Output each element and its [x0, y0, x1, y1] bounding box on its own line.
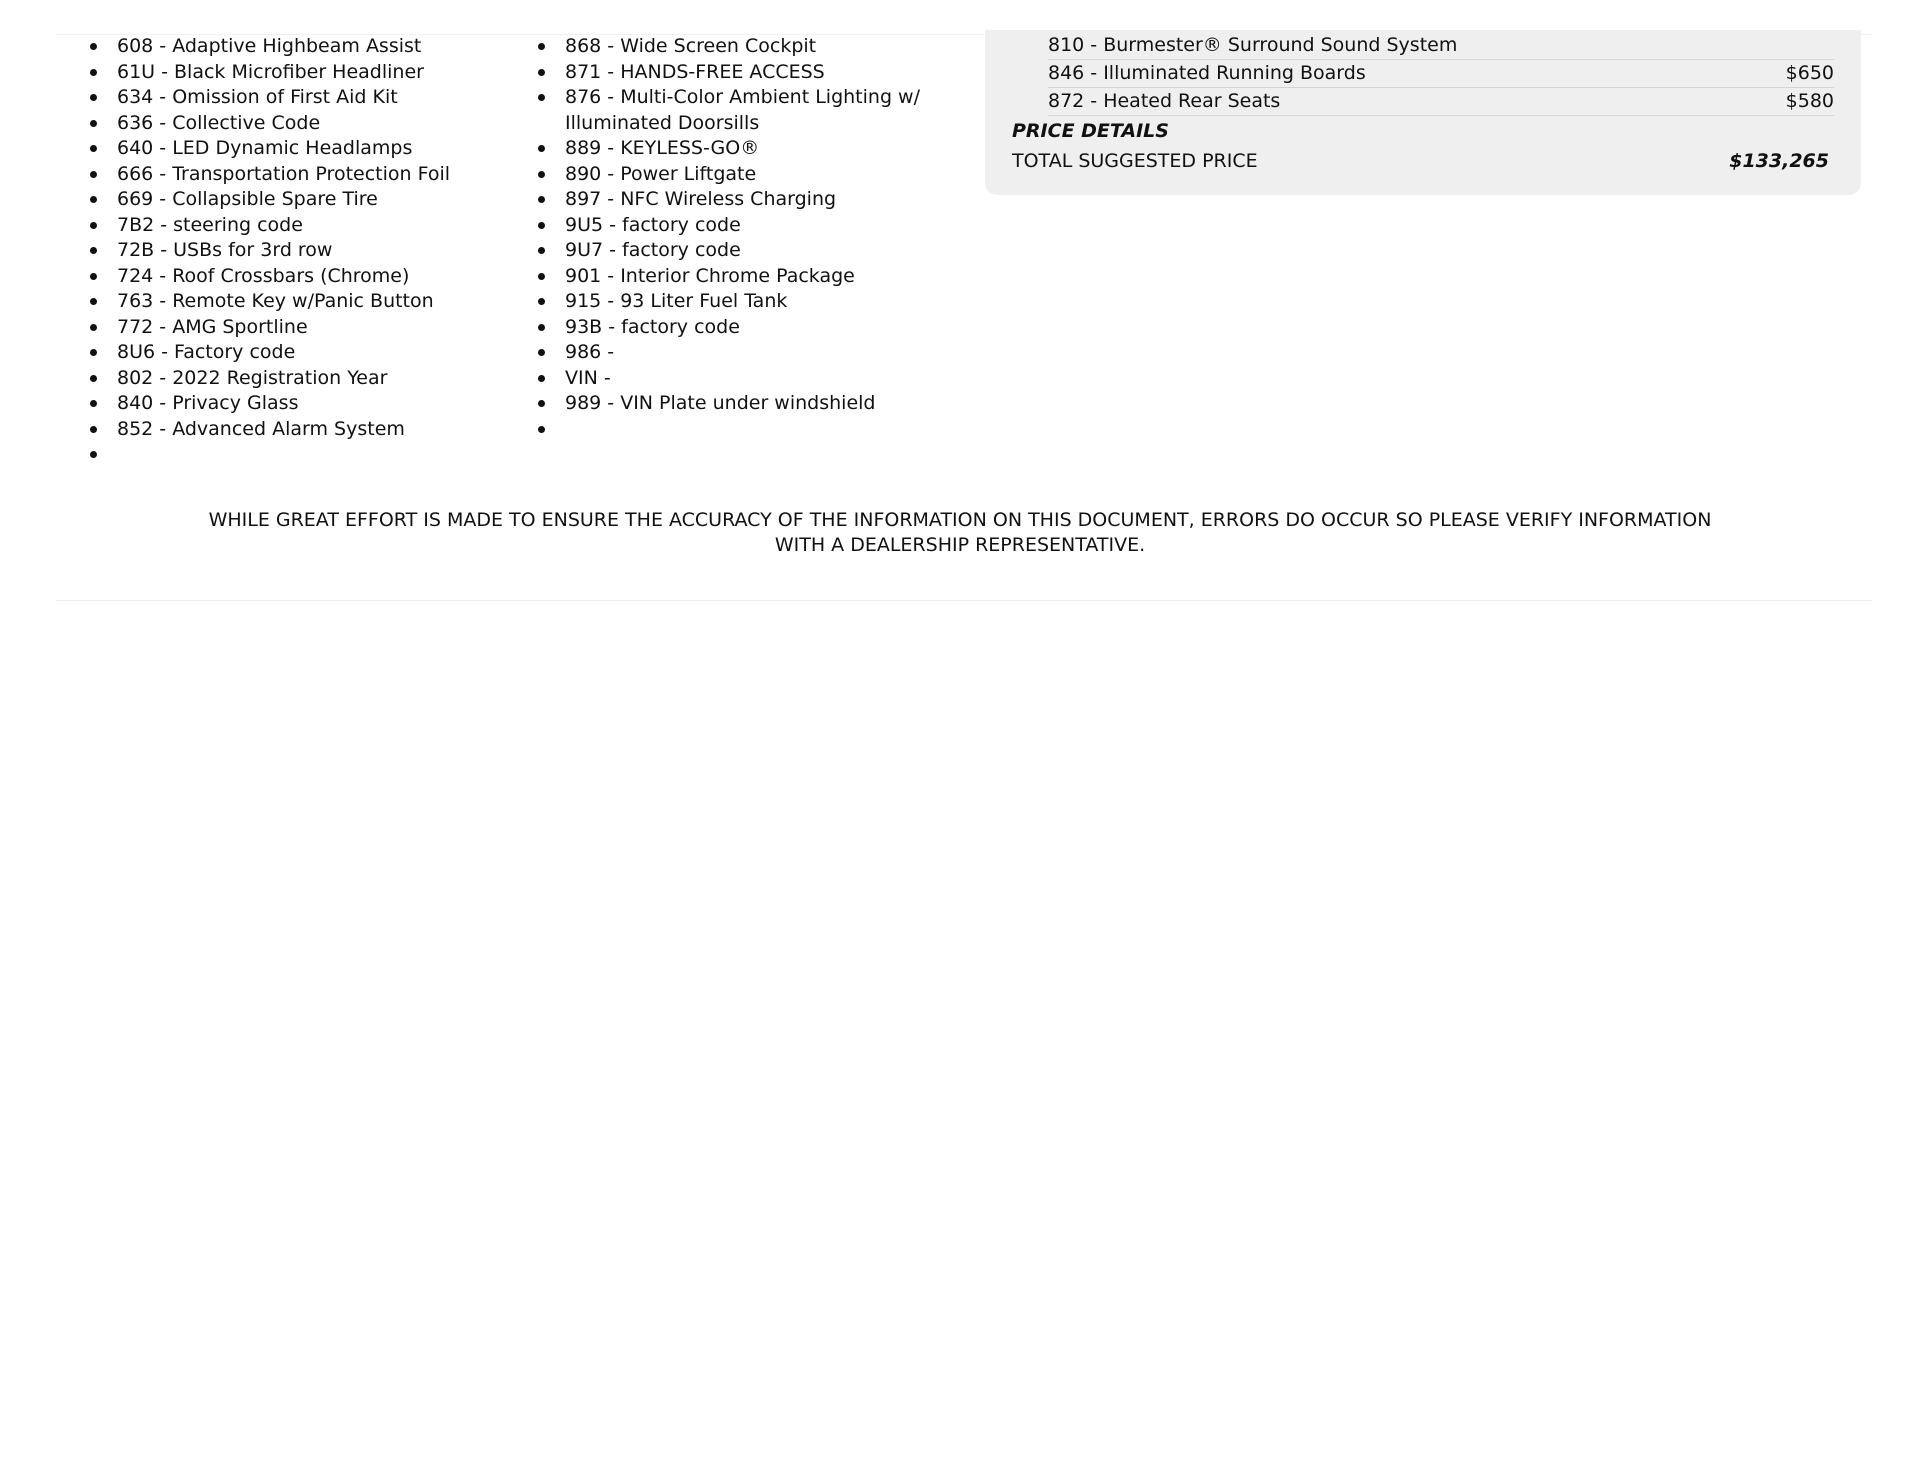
option-text: 608 - Adaptive Highbeam Assist — [117, 35, 422, 57]
total-price-value: $133,265 — [1729, 150, 1829, 172]
list-item — [90, 417, 510, 443]
list-item — [90, 238, 510, 264]
bullet-icon — [90, 451, 97, 458]
price-line-amount: $650 — [1785, 62, 1834, 84]
list-item — [90, 213, 510, 239]
option-text: 636 - Collective Code — [117, 111, 321, 134]
list-item — [538, 162, 938, 188]
bullet-icon — [90, 196, 97, 203]
list-item — [538, 264, 938, 290]
total-price-label: TOTAL SUGGESTED PRICE — [1012, 150, 1258, 172]
bullet-icon — [90, 247, 97, 254]
bullet-icon — [538, 273, 545, 280]
list-item — [538, 391, 938, 417]
option-text: 772 - AMG Sportline — [117, 315, 308, 338]
list-item — [538, 187, 938, 213]
list-item — [538, 238, 938, 264]
option-text: 724 - Roof Crossbars (Chrome) — [117, 264, 410, 287]
option-text: 763 - Remote Key w/Panic Button — [117, 290, 434, 312]
bullet-icon — [90, 273, 97, 280]
bullet-icon — [90, 426, 97, 433]
list-item — [90, 162, 510, 188]
option-text: 868 - Wide Screen Cockpit — [565, 35, 817, 57]
option-text: 989 - VIN Plate under windshield — [565, 392, 876, 414]
list-item — [538, 366, 938, 392]
price-line-desc: 810 - Burmester® Surround Sound System — [1048, 34, 1458, 56]
option-text: 669 - Collapsible Spare Tire — [117, 188, 378, 210]
list-item — [90, 111, 510, 137]
price-details-heading: PRICE DETAILS — [1012, 120, 1169, 142]
list-item — [538, 34, 938, 60]
option-text: 61U - Black Microfiber Headliner — [117, 60, 424, 83]
bullet-icon — [538, 247, 545, 254]
option-text: 72B - USBs for 3rd row — [117, 239, 333, 261]
bullet-icon — [538, 426, 545, 433]
list-item — [90, 60, 510, 86]
bullet-icon — [538, 171, 545, 178]
option-text: 897 - NFC Wireless Charging — [565, 188, 837, 210]
bullet-icon — [538, 222, 545, 229]
list-item — [90, 366, 510, 392]
list-item — [538, 315, 938, 341]
list-item — [90, 34, 510, 60]
option-text: 8U6 - Factory code — [117, 341, 296, 363]
list-item — [90, 315, 510, 341]
list-item — [538, 213, 938, 239]
option-text: 890 - Power Liftgate — [565, 162, 757, 185]
list-item — [90, 289, 510, 315]
option-text: 9U7 - factory code — [565, 239, 741, 261]
option-text: 7B2 - steering code — [117, 213, 303, 236]
bullet-icon — [90, 400, 97, 407]
bullet-icon — [90, 375, 97, 382]
option-text: 986 - — [565, 341, 615, 363]
option-text: 93B - factory code — [565, 315, 740, 338]
option-text: 901 - Interior Chrome Package — [565, 264, 855, 287]
bullet-icon — [90, 145, 97, 152]
bullet-icon — [538, 324, 545, 331]
bullet-icon — [538, 349, 545, 356]
price-line-desc: 846 - Illuminated Running Boards — [1048, 62, 1366, 84]
bullet-icon — [90, 324, 97, 331]
option-text: 876 - Multi-Color Ambient Lighting w/ Illuminated Doorsills — [565, 86, 920, 134]
list-item — [90, 187, 510, 213]
disclaimer-text: WHILE GREAT EFFORT IS MADE TO ENSURE THE ACCURACY OF THE INFORMATION ON THIS DOCUMENT, ERRORS DO OCCUR SO PLEASE VERIFY INFORMATION WITH A DEALERSHIP REPRESENTATIVE. — [208, 509, 1712, 556]
option-text: 802 - 2022 Registration Year — [117, 366, 388, 389]
option-text: 889 - KEYLESS-GO® — [565, 137, 760, 159]
list-item — [90, 85, 510, 111]
bullet-icon — [538, 69, 545, 76]
options-list-middle — [538, 34, 938, 442]
bullet-icon — [538, 298, 545, 305]
bullet-icon — [90, 94, 97, 101]
list-item — [538, 417, 938, 442]
list-item — [538, 289, 938, 315]
bullet-icon — [90, 69, 97, 76]
price-line-item — [1048, 88, 1834, 116]
list-item — [538, 85, 938, 136]
price-line-desc: 872 - Heated Rear Seats — [1048, 90, 1281, 112]
option-text: VIN - — [565, 366, 611, 389]
bullet-icon — [90, 120, 97, 127]
list-item — [90, 136, 510, 162]
bullet-icon — [538, 145, 545, 152]
bullet-icon — [538, 94, 545, 101]
bullet-icon — [90, 43, 97, 50]
list-item — [538, 340, 938, 366]
option-text: 915 - 93 Liter Fuel Tank — [565, 290, 788, 312]
options-list-left — [90, 34, 510, 467]
bullet-icon — [538, 196, 545, 203]
bullet-icon — [538, 400, 545, 407]
bullet-icon — [90, 298, 97, 305]
price-line-item — [1048, 60, 1834, 88]
option-text: 666 - Transportation Protection Foil — [117, 162, 451, 185]
option-text: 871 - HANDS-FREE ACCESS — [565, 60, 825, 83]
bullet-icon — [90, 222, 97, 229]
option-text: 852 - Advanced Alarm System — [117, 417, 405, 440]
list-item — [90, 264, 510, 290]
list-item — [538, 136, 938, 162]
option-text: 840 - Privacy Glass — [117, 392, 299, 414]
list-item — [90, 340, 510, 366]
bullet-icon — [538, 43, 545, 50]
bullet-icon — [90, 349, 97, 356]
option-text: 9U5 - factory code — [565, 213, 741, 236]
price-line-amount: $580 — [1785, 90, 1834, 112]
list-item — [90, 442, 510, 467]
bullet-icon — [90, 171, 97, 178]
price-line-item — [1048, 32, 1834, 60]
list-item — [90, 391, 510, 417]
option-text: 640 - LED Dynamic Headlamps — [117, 137, 413, 159]
price-summary-box — [985, 30, 1861, 195]
option-text: 634 - Omission of First Aid Kit — [117, 86, 398, 108]
list-item — [538, 60, 938, 86]
bullet-icon — [538, 375, 545, 382]
